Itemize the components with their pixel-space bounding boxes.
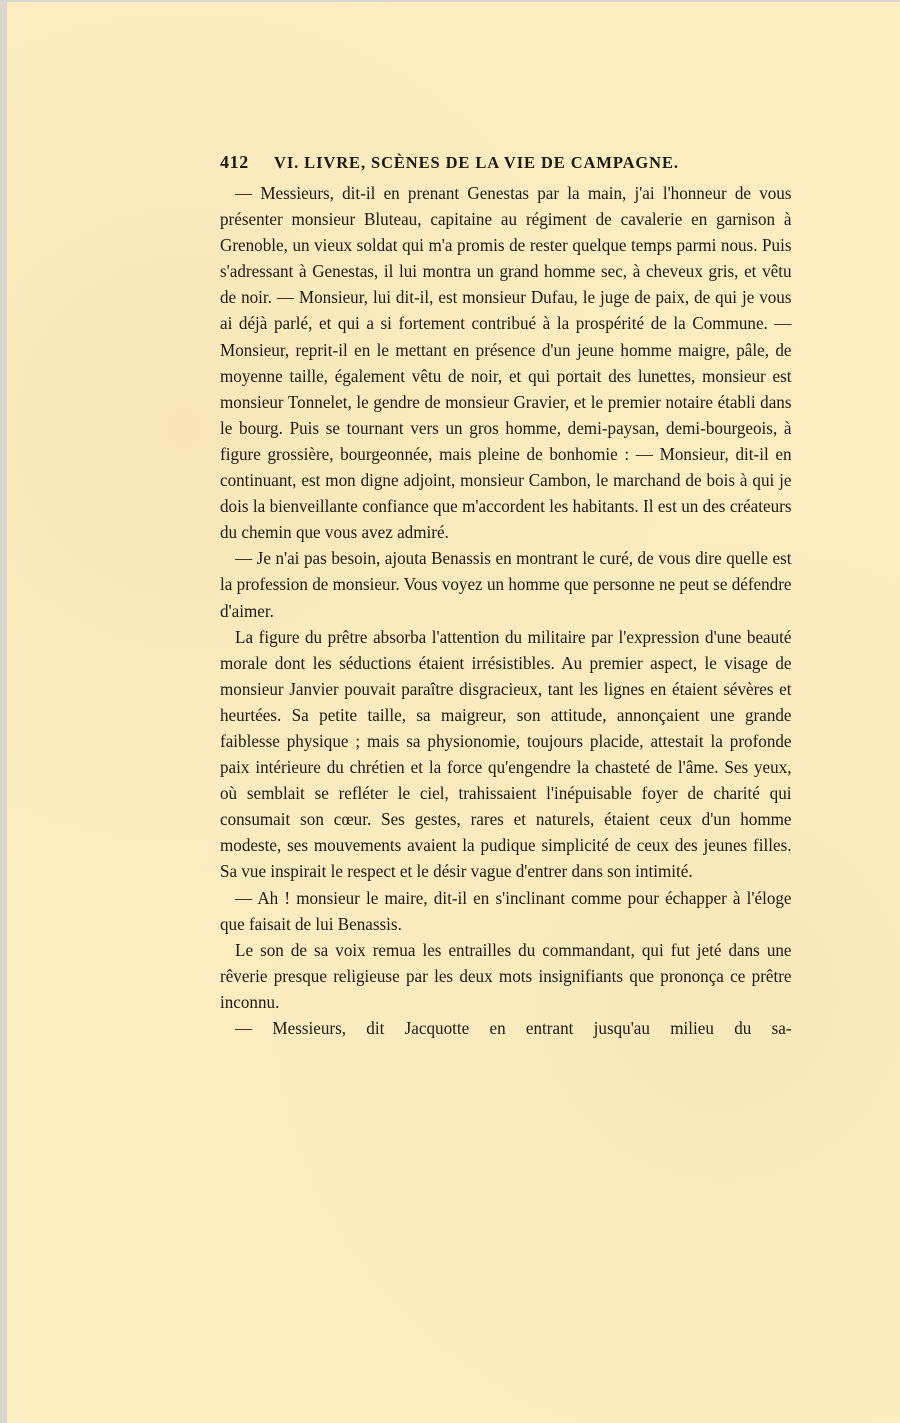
page-number: 412 xyxy=(220,152,249,172)
paragraph-jacquotte: — Messieurs, dit Jacquotte en entrant jusqu'au milieu du sa- xyxy=(235,1018,792,1038)
paragraph-commandant-reverie: Le son de sa voix remua les entrailles du commandant, qui fut jeté dans une rêverie presque religieuse par les deux mots insignifiants que prononça ce prêtre inconnu. xyxy=(220,939,792,1012)
book-page xyxy=(7,2,900,1423)
running-head-title: VI. LIVRE, SCÈNES DE LA VIE DE CAMPAGNE. xyxy=(274,153,679,172)
paragraph-priest-reply: — Ah ! monsieur le maire, dit-il en s'inclinant comme pour échapper à l'éloge que faisait de lui Benassis. xyxy=(220,887,792,934)
paragraph-introductions: — Messieurs, dit-il en prenant Genestas par la main, j'ai l'honneur de vous présenter monsieur Bluteau, capitaine au régiment de cavalerie en garnison à Grenoble, un vieux soldat qui m'a promis de rester quelque temps parmi nous. Puis s'adressant à Genestas, il lui montra un grand homme sec, à cheveux gris, et vêtu de noir. — Monsieur, lui dit-il, est monsieur Dufau, le juge de paix, de qui je vous ai déjà parlé, et qui a si fortement contribué à la prospérité de la Commune. — Monsieur, reprit-il en le mettant en présence d'un jeune homme maigre, pâle, de moyenne taille, également vêtu de noir, et qui portait des lunettes, monsieur est monsieur Tonnelet, le gendre de monsieur Gravier, et le premier notaire établi dans le bourg. Puis se tournant vers un gros homme, demi-paysan, demi-bourgeois, à figure grossière, bourgeonnée, mais pleine de bonhomie : — Monsieur, dit-il en continuant, est mon digne adjoint, monsieur Cambon, le marchand de bois à qui je dois la bienveillante confiance que m'accordent les habitants. Il est un des créateurs du chemin que vous avez admiré. xyxy=(220,183,792,543)
text-block xyxy=(220,152,792,1041)
paragraph-cure: — Je n'ai pas besoin, ajouta Benassis en montrant le curé, de vous dire quelle est la profession de monsieur. Vous voyez un homme que personne ne peut se défendre d'aimer. xyxy=(220,548,792,621)
running-head xyxy=(220,152,792,180)
paragraph-priest-description: La figure du prêtre absorba l'attention du militaire par l'expression d'une beauté morale dont les séductions étaient irrésistibles. Au premier aspect, le visage de monsieur Janvier pouvait paraître disgracieux, tant les lignes en étaient sévères et heurtées. Sa petite taille, sa maigreur, son attitude, annonçaient une grande faiblesse physique ; mais sa physionomie, toujours placide, attestait la profonde paix intérieure du chrétien et la force qu'engendre la chasteté de l'âme. Ses yeux, où semblait se refléter le ciel, trahissaient l'inépuisable foyer de charité qui consumait son cœur. Ses gestes, rares et naturels, étaient ceux d'un homme modeste, ses mouvements avaient la pudique simplicité de ceux des jeunes filles. Sa vue inspirait le respect et le désir vague d'entrer dans son intimité. xyxy=(220,626,792,882)
